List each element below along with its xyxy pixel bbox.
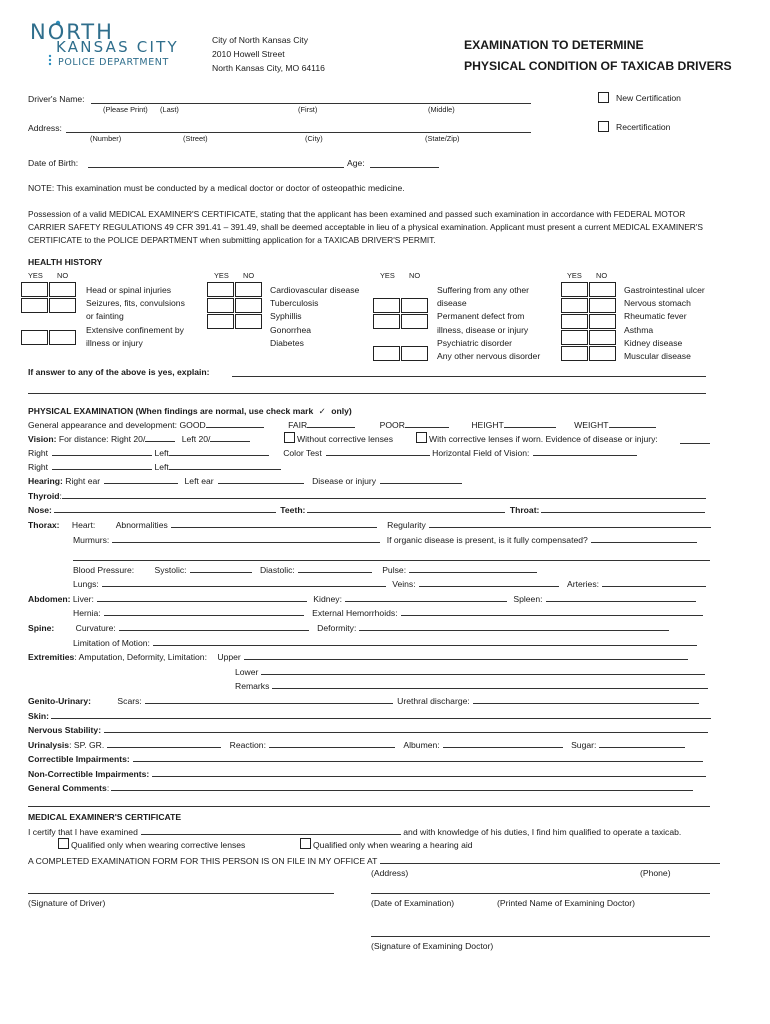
explain-field-2[interactable]	[28, 393, 706, 394]
check-mark-icon: ✓	[318, 406, 326, 416]
please-print-label: (Please Print)	[103, 105, 148, 114]
dob-field[interactable]	[88, 167, 344, 168]
without-lenses-label: Without corrective lenses	[297, 434, 393, 444]
hh-item: Suffering from any other	[437, 285, 530, 295]
logo-kansas-city: KANSAS CITY	[56, 38, 179, 56]
hh-no-box[interactable]	[401, 298, 428, 313]
remarks-field[interactable]	[272, 681, 708, 689]
phone-caption: (Phone)	[640, 868, 671, 878]
spleen-label: Spleen:	[513, 594, 543, 604]
veins-label: Veins:	[392, 579, 416, 589]
hh-yes-box[interactable]	[561, 282, 588, 297]
reaction-label: Reaction:	[229, 740, 266, 750]
systolic-label: Systolic:	[154, 565, 187, 575]
with-lenses-label: With corrective lenses if worn. Evidence of disease or injury:	[429, 434, 658, 444]
hh-item: Gastrointestinal ulcer	[624, 285, 705, 295]
address-line3: North Kansas City, MO 64116	[212, 63, 325, 73]
logo	[28, 16, 198, 72]
state-zip-label: (State/Zip)	[425, 134, 460, 143]
bp-row	[73, 565, 537, 575]
sp-gr-field[interactable]	[107, 740, 221, 748]
dob-label: Date of Birth:	[28, 158, 79, 168]
examinee-name-field[interactable]	[141, 827, 401, 835]
hh-col1-list	[86, 284, 185, 350]
hh-yes-box[interactable]	[21, 330, 48, 345]
pulse-label: Pulse:	[382, 565, 407, 575]
hh-no-box[interactable]	[589, 346, 616, 361]
date-exam-field[interactable]	[371, 893, 710, 894]
right-field[interactable]	[52, 448, 152, 456]
abnormalities-field[interactable]	[171, 520, 377, 528]
without-lenses-checkbox[interactable]	[284, 432, 295, 443]
organic-field[interactable]	[591, 535, 697, 543]
hh-item: disease	[437, 298, 467, 309]
recertification-label: Recertification	[616, 122, 671, 132]
curvature-label: Curvature:	[75, 623, 116, 633]
hh-col3-list	[437, 284, 540, 363]
horizontal-field[interactable]	[533, 448, 637, 456]
hh-yes-box[interactable]	[373, 346, 400, 361]
general-comments-label: General Comments	[28, 783, 107, 793]
diastolic-field[interactable]	[298, 565, 372, 573]
non-correctible-field[interactable]	[152, 769, 706, 777]
lower-field[interactable]	[261, 667, 705, 675]
weight-field[interactable]	[609, 420, 656, 428]
qualified-hearing-checkbox[interactable]	[300, 838, 311, 849]
left20-field[interactable]	[210, 434, 250, 442]
spine-label: Spine:	[28, 623, 55, 633]
throat-label: Throat:	[509, 505, 540, 515]
systolic-field[interactable]	[190, 565, 252, 573]
with-lenses-checkbox[interactable]	[416, 432, 427, 443]
nose-label: Nose:	[28, 505, 52, 515]
upper-label: Upper	[217, 652, 241, 662]
kidney-label: Kidney:	[313, 594, 342, 604]
lungs-row	[73, 579, 706, 589]
height-label: HEIGHT	[471, 420, 504, 430]
doctor-signature-field[interactable]	[371, 936, 710, 937]
arteries-field[interactable]	[602, 579, 706, 587]
left-label: Left	[154, 448, 169, 458]
hh-no-box[interactable]	[589, 282, 616, 297]
on-file-label: A COMPLETED EXAMINATION FORM FOR THIS PERSON IS ON FILE IN MY OFFICE AT	[28, 856, 378, 866]
address-label: Address:	[28, 123, 62, 133]
organic-label: If organic disease is present, is it fully compensated?	[386, 535, 588, 545]
general-comments-row: General Comments:	[28, 783, 693, 793]
correctible-field[interactable]	[133, 754, 703, 762]
upper-field[interactable]	[244, 652, 688, 660]
hh-item: Psychiatric disorder	[437, 337, 512, 348]
vision-right-row	[28, 448, 637, 458]
possession-line1: Possession of a valid MEDICAL EXAMINER'S CERTIFICATE, stating that the applicant has been examined and passed such examination in accordance with FEDERAL MOTOR	[28, 209, 686, 219]
physical-title-text: PHYSICAL EXAMINATION (When findings are normal, use check mark	[28, 406, 314, 416]
nose-row	[28, 505, 705, 515]
left20-label: Left 20/	[181, 434, 211, 444]
vision-label: Vision:	[28, 434, 57, 444]
hh-no-box[interactable]	[589, 298, 616, 313]
murmurs-field-2[interactable]	[73, 560, 710, 561]
arteries-label: Arteries:	[567, 579, 600, 589]
hearing-label: Hearing:	[28, 476, 63, 486]
logo-north: NORTH	[30, 20, 114, 44]
hh-item: Muscular disease	[624, 351, 691, 362]
age-label: Age:	[347, 158, 365, 168]
hearing-row	[28, 476, 462, 486]
title-line2: PHYSICAL CONDITION OF TAXICAB DRIVERS	[464, 59, 732, 73]
hh-yes-label-2: YES	[214, 271, 229, 280]
throat-field[interactable]	[541, 505, 705, 513]
hh-yes-box[interactable]	[207, 282, 234, 297]
diastolic-label: Diastolic:	[259, 565, 295, 575]
remarks-label: Remarks	[235, 681, 270, 691]
qualified-hearing-label: Qualified only when wearing a hearing aid	[313, 840, 473, 850]
heart-label: Heart:	[71, 520, 96, 530]
lungs-field[interactable]	[102, 579, 386, 587]
hernia-row	[73, 608, 703, 618]
hh-no-box[interactable]	[49, 298, 76, 313]
correctible-row	[28, 754, 703, 764]
veins-field[interactable]	[419, 579, 559, 587]
form-title	[464, 35, 732, 77]
general-row	[28, 420, 656, 430]
left-label: Left	[154, 462, 169, 472]
color-test-field[interactable]	[326, 448, 430, 456]
new-certification-checkbox[interactable]	[598, 92, 609, 103]
address-line2: 2010 Howell Street	[212, 49, 285, 59]
physical-title	[28, 406, 352, 417]
hh-item: Extensive confinement by	[86, 324, 184, 335]
regularity-field[interactable]	[429, 520, 711, 528]
hh-item: Tuberculosis	[270, 298, 319, 309]
hh-item: Kidney disease	[624, 337, 683, 348]
disease-injury-field[interactable]	[380, 476, 462, 484]
ext-hem-label: External Hemorrhoids:	[312, 608, 398, 618]
certificate-title: MEDICAL EXAMINER'S CERTIFICATE	[28, 812, 182, 822]
kidney-field[interactable]	[345, 594, 507, 602]
lungs-label: Lungs:	[73, 579, 99, 589]
hh-no-label-2: NO	[243, 271, 255, 280]
office-address-field[interactable]	[380, 856, 720, 864]
pulse-field[interactable]	[409, 565, 537, 573]
nose-field[interactable]	[54, 505, 276, 513]
liver-field[interactable]	[97, 594, 307, 602]
nervous-field[interactable]	[104, 725, 708, 733]
left-ear-field[interactable]	[218, 476, 304, 484]
general-comments-field-2[interactable]	[28, 806, 710, 807]
hh-no-label-4: NO	[596, 271, 608, 280]
doctor-signature-caption: (Signature of Examining Doctor)	[371, 941, 494, 951]
weight-label: WEIGHT	[574, 420, 609, 430]
limitation-label: Limitation of Motion:	[73, 638, 150, 648]
logo-police-dept: POLICE DEPARTMENT	[58, 57, 169, 68]
date-exam-caption: (Date of Examination)	[371, 898, 455, 908]
hh-no-box[interactable]	[401, 314, 428, 329]
hh-item: Diabetes	[270, 337, 304, 348]
street-label: (Street)	[183, 134, 208, 143]
explain-field[interactable]	[232, 376, 706, 377]
hh-yes-box[interactable]	[561, 330, 588, 345]
teeth-label: Teeth:	[280, 505, 306, 515]
limitation-row	[73, 638, 697, 648]
driver-signature-caption: (Signature of Driver)	[28, 898, 106, 908]
hh-item: Head or spinal injuries	[86, 285, 172, 295]
vision-row	[28, 434, 250, 444]
hh-item: Any other nervous disorder	[437, 351, 541, 362]
nervous-label: Nervous Stability:	[28, 725, 102, 735]
albumen-field[interactable]	[443, 740, 563, 748]
scars-label: Scars:	[117, 696, 142, 706]
on-file-row	[28, 856, 720, 866]
left-field[interactable]	[169, 448, 269, 456]
color-test-label: Color Test	[283, 448, 322, 458]
left-field-2[interactable]	[169, 462, 281, 470]
urinalysis-label: Urinalysis	[28, 740, 70, 750]
hh-no-label-1: NO	[57, 271, 69, 280]
city-label: (City)	[305, 134, 323, 143]
thyroid-field[interactable]	[62, 491, 706, 499]
hh-no-box[interactable]	[49, 330, 76, 345]
hh-yes-box[interactable]	[373, 298, 400, 313]
recertification-checkbox[interactable]	[598, 121, 609, 132]
hh-yes-box[interactable]	[21, 282, 48, 297]
teeth-field[interactable]	[307, 505, 505, 513]
skin-row	[28, 711, 711, 721]
distance-label: For distance: Right 20/	[58, 434, 146, 444]
deformity-field[interactable]	[359, 623, 669, 631]
hh-no-box[interactable]	[235, 314, 262, 329]
liver-label: Liver:	[72, 594, 94, 604]
disease-injury-label: Disease or injury	[312, 476, 377, 486]
general-comments-field[interactable]	[111, 783, 693, 791]
hh-item: Rheumatic fever	[624, 311, 687, 322]
qualified-lenses-label: Qualified only when wearing corrective lenses	[71, 840, 246, 850]
driver-signature-field[interactable]	[28, 893, 334, 894]
driver-name-label: Driver's Name:	[28, 94, 85, 104]
physical-title-end: only)	[331, 406, 352, 416]
address-field[interactable]	[66, 132, 531, 133]
hh-item: Asthma	[624, 324, 654, 335]
sugar-field[interactable]	[599, 740, 685, 748]
hh-yes-box[interactable]	[373, 314, 400, 329]
hh-yes-box[interactable]	[561, 314, 588, 329]
hh-col2-list	[270, 284, 359, 350]
limitation-field[interactable]	[153, 638, 697, 646]
skin-label: Skin:	[28, 711, 50, 721]
hh-item: Gonorrhea	[270, 324, 312, 335]
lower-label: Lower	[235, 667, 259, 677]
first-label: (First)	[298, 105, 318, 114]
curvature-field[interactable]	[119, 623, 309, 631]
hh-yes-box[interactable]	[561, 298, 588, 313]
hh-item: Seizures, fits, convulsions	[86, 298, 185, 309]
middle-label: (Middle)	[428, 105, 455, 114]
number-label: (Number)	[90, 134, 122, 143]
health-history-title: HEALTH HISTORY	[28, 257, 103, 267]
spleen-field[interactable]	[546, 594, 696, 602]
deformity-label: Deformity:	[317, 623, 357, 633]
city-address	[212, 33, 325, 75]
hh-col4-list	[624, 284, 705, 363]
height-field[interactable]	[504, 420, 556, 428]
general-label: General appearance and development: GOOD	[28, 420, 206, 430]
hh-no-label-3: NO	[409, 271, 421, 280]
possession-line3: CERTIFICATE to the POLICE DEPARTMENT when submitting application for a TAXICAB DRIVER'S PERMIT.	[28, 235, 436, 245]
ext-hem-field[interactable]	[401, 608, 703, 616]
extremities-row	[28, 652, 688, 662]
right20-field[interactable]	[145, 434, 175, 442]
abnormalities-label: Abnormalities	[115, 520, 168, 530]
explain-label: If answer to any of the above is yes, explain:	[28, 367, 210, 377]
non-correctible-row	[28, 769, 706, 779]
hernia-field[interactable]	[104, 608, 304, 616]
hh-no-box[interactable]	[589, 314, 616, 329]
hh-yes-box[interactable]	[207, 298, 234, 313]
vision-right-row-2	[28, 462, 281, 472]
right-ear-label: Right ear	[65, 476, 101, 486]
remarks-row	[235, 681, 708, 691]
nervous-row	[28, 725, 708, 735]
thorax-label: Thorax:	[28, 520, 60, 530]
address-caption: (Address)	[371, 868, 409, 878]
hh-yes-label-3: YES	[380, 271, 395, 280]
thyroid-row: Thyroid:	[28, 491, 706, 501]
horizontal-label: Horizontal Field of Vision:	[432, 448, 530, 458]
hh-no-box[interactable]	[589, 330, 616, 345]
sugar-label: Sugar:	[571, 740, 597, 750]
murmurs-label: Murmurs:	[73, 535, 110, 545]
albumen-label: Albumen:	[403, 740, 440, 750]
poor-field[interactable]	[405, 420, 449, 428]
thorax-row	[28, 520, 711, 530]
fair-label: FAIR	[288, 420, 308, 430]
urethral-field[interactable]	[473, 696, 699, 704]
urethral-label: Urethral discharge:	[397, 696, 470, 706]
poor-label: POOR	[379, 420, 405, 430]
skin-field[interactable]	[51, 711, 711, 719]
driver-name-field[interactable]	[91, 103, 531, 104]
murmurs-row	[73, 535, 697, 545]
correctible-label: Correctible Impairments:	[28, 754, 130, 764]
fair-field[interactable]	[307, 420, 355, 428]
extremities-label: Extremities	[28, 652, 75, 662]
hh-yes-box[interactable]	[21, 298, 48, 313]
sp-gr-label: : SP. GR.	[69, 740, 105, 750]
hh-yes-label-1: YES	[28, 271, 43, 280]
spine-row	[28, 623, 669, 633]
non-correctible-label: Non-Correctible Impairments:	[28, 769, 150, 779]
printed-name-caption: (Printed Name of Examining Doctor)	[497, 898, 636, 908]
possession-line2: CARRIER SAFETY REGULATIONS 49 CFR 391.41 – 391.49, shall be deemed acceptable in lieu of a physical examination. Applicant must present a current MEDICAL EXAMINER'S	[28, 222, 704, 232]
right-field-2[interactable]	[52, 462, 152, 470]
hernia-label: Hernia:	[73, 608, 101, 618]
genito-label: Genito-Urinary:	[28, 696, 92, 706]
note-text: NOTE: This examination must be conducted by a medical doctor or doctor of osteopathic medicine.	[28, 183, 405, 193]
hh-item: Syphillis	[270, 311, 302, 322]
right-ear-field[interactable]	[104, 476, 178, 484]
left-ear-label: Left ear	[184, 476, 214, 486]
reaction-field[interactable]	[269, 740, 395, 748]
last-label: (Last)	[160, 105, 179, 114]
hh-no-box[interactable]	[235, 282, 262, 297]
genito-row	[28, 696, 699, 706]
bp-label: Blood Pressure:	[73, 565, 135, 575]
regularity-label: Regularity	[387, 520, 426, 530]
right-label: Right	[28, 448, 49, 458]
hh-yes-box[interactable]	[561, 346, 588, 361]
certify-label: I certify that I have examined	[28, 827, 138, 837]
new-certification-label: New Certification	[616, 93, 681, 103]
right-label: Right	[28, 462, 49, 472]
hh-yes-box[interactable]	[207, 314, 234, 329]
title-line1: EXAMINATION TO DETERMINE	[464, 38, 644, 52]
hh-item: illness, disease or injury	[437, 324, 529, 335]
certify-end-label: and with knowledge of his duties, I find him qualified to operate a taxicab.	[403, 827, 682, 837]
urinalysis-row	[28, 740, 685, 750]
thyroid-label: Thyroid	[28, 491, 60, 501]
extremities-text: : Amputation, Deformity, Limitation:	[74, 652, 207, 662]
hh-yes-label-4: YES	[567, 271, 582, 280]
qualified-lenses-checkbox[interactable]	[58, 838, 69, 849]
certify-row	[28, 827, 681, 837]
possession-paragraph	[28, 208, 703, 247]
evidence-field[interactable]	[680, 443, 710, 444]
abdomen-row	[28, 594, 696, 604]
hh-no-box[interactable]	[401, 346, 428, 361]
address-line1: City of North Kansas City	[212, 35, 308, 45]
hh-item: Nervous stomach	[624, 298, 691, 309]
hh-item: Cardiovascular disease	[270, 285, 360, 295]
hh-item: illness or injury	[86, 337, 143, 348]
scars-field[interactable]	[145, 696, 393, 704]
age-field[interactable]	[370, 167, 439, 168]
hh-no-box[interactable]	[235, 298, 262, 313]
murmurs-field[interactable]	[112, 535, 380, 543]
hh-item: Permanent defect from	[437, 311, 525, 322]
abdomen-label: Abdomen:	[28, 594, 71, 604]
hh-item: or fainting	[86, 311, 124, 322]
good-field[interactable]	[206, 420, 264, 428]
lower-row	[235, 667, 705, 677]
hh-no-box[interactable]	[49, 282, 76, 297]
